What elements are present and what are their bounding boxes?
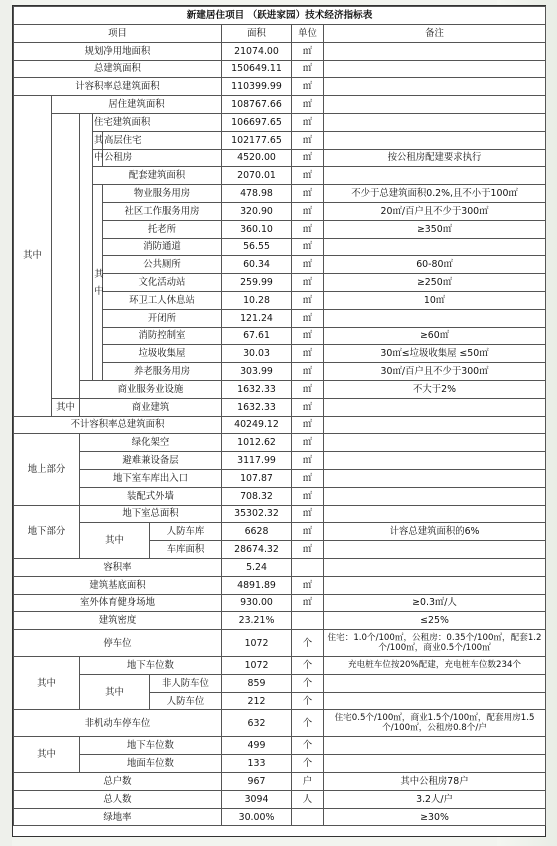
row-name: 避难兼设备层 (80, 452, 222, 470)
row-name: 商业服务业设施 (80, 380, 222, 398)
row-unit: ㎡ (292, 60, 324, 78)
row-value: 3094 (222, 790, 292, 808)
row-unit: ㎡ (292, 238, 324, 256)
row-name: 总建筑面积 (14, 60, 222, 78)
row-name: 居住建筑面积 (52, 96, 222, 114)
row-value: 21074.00 (222, 42, 292, 60)
row-unit: ㎡ (292, 327, 324, 345)
row-value: 1632.33 (222, 398, 292, 416)
row-note: 住宅0.5个/100㎡，商业1.5个/100㎡，配套用房1.5个/100㎡，公租房0.8个/户 (324, 710, 546, 737)
row-unit: ㎡ (292, 96, 324, 114)
background-edge (0, 0, 12, 846)
table-row (14, 469, 546, 487)
row-note (324, 96, 546, 114)
row-value: 303.99 (222, 363, 292, 381)
row-note (324, 692, 546, 710)
row-name: 托老所 (103, 220, 222, 238)
row-name: 室外体育健身场地 (14, 594, 222, 612)
group-label-qi: 其 (94, 268, 104, 280)
row-name: 商业建筑 (80, 398, 222, 416)
row-name: 计容积率总建筑面积 (14, 78, 222, 96)
table-row (14, 710, 546, 737)
table-row (14, 42, 546, 60)
row-note (324, 505, 546, 523)
row-unit: ㎡ (292, 131, 324, 149)
row-value: 67.61 (222, 327, 292, 345)
row-unit: ㎡ (292, 523, 324, 541)
row-unit (292, 612, 324, 630)
row-name: 装配式外墙 (80, 487, 222, 505)
row-name: 停车位 (14, 630, 222, 657)
row-value: 1072 (222, 657, 292, 675)
row-unit: ㎡ (292, 505, 324, 523)
row-note (324, 167, 546, 185)
row-value: 632 (222, 710, 292, 737)
row-name: 开闭所 (103, 309, 222, 327)
row-name: 建筑密度 (14, 612, 222, 630)
row-unit: ㎡ (292, 291, 324, 309)
row-value: 4891.89 (222, 576, 292, 594)
row-name: 环卫工人休息站 (103, 291, 222, 309)
group-label-qizhong: 其中 (14, 737, 80, 773)
row-note: ≥250㎡ (324, 274, 546, 292)
row-note: 计容总建筑面积的6% (324, 523, 546, 541)
group-label-qizhong: 其中 (52, 398, 80, 416)
row-unit: ㎡ (292, 594, 324, 612)
row-unit: 个 (292, 630, 324, 657)
row-name: 公共厕所 (103, 256, 222, 274)
group-label-qizhong: 其中 (14, 657, 80, 710)
row-value: 40249.12 (222, 416, 292, 434)
row-name: 住宅建筑面积 (93, 113, 222, 131)
indicator-table (13, 6, 546, 826)
row-name: 绿化架空 (80, 434, 222, 452)
row-name: 容积率 (14, 558, 222, 576)
row-value: 3117.99 (222, 452, 292, 470)
row-unit: ㎡ (292, 113, 324, 131)
row-name: 人防车位 (150, 692, 222, 710)
table-row (14, 790, 546, 808)
row-unit: ㎡ (292, 202, 324, 220)
row-note (324, 238, 546, 256)
row-note: 不少于总建筑面积0.2%,且不小于100㎡ (324, 185, 546, 203)
row-value: 6628 (222, 523, 292, 541)
row-note (324, 434, 546, 452)
group-label-dishang: 地上部分 (14, 434, 80, 505)
group-label-qizhong: 其中 (14, 96, 52, 416)
row-name: 地下车位数 (80, 737, 222, 755)
row-name: 绿地率 (14, 808, 222, 826)
row-value: 2070.01 (222, 167, 292, 185)
row-value: 60.34 (222, 256, 292, 274)
row-note (324, 541, 546, 559)
row-unit: ㎡ (292, 434, 324, 452)
group-label-blank (52, 113, 80, 398)
row-note (324, 42, 546, 60)
table-row (14, 630, 546, 657)
row-note (324, 131, 546, 149)
row-unit (292, 558, 324, 576)
row-value: 23.21% (222, 612, 292, 630)
row-unit (292, 808, 324, 826)
row-note (324, 113, 546, 131)
row-note (324, 674, 546, 692)
table-row (14, 167, 546, 185)
row-value: 106697.65 (222, 113, 292, 131)
row-value: 10.28 (222, 291, 292, 309)
header-row (14, 25, 546, 43)
row-note (324, 78, 546, 96)
row-note: ≥30% (324, 808, 546, 826)
group-label-dixia: 地下部分 (14, 505, 80, 558)
row-note: ≥0.3㎡/人 (324, 594, 546, 612)
row-value: 1012.62 (222, 434, 292, 452)
row-value: 110399.99 (222, 78, 292, 96)
row-value: 212 (222, 692, 292, 710)
row-value: 150649.11 (222, 60, 292, 78)
indicator-sheet (12, 5, 546, 837)
row-value: 4520.00 (222, 149, 292, 167)
row-name: 垃圾收集屋 (103, 345, 222, 363)
row-name: 非人防车位 (150, 674, 222, 692)
row-value: 1632.33 (222, 380, 292, 398)
row-value: 320.90 (222, 202, 292, 220)
table-row (14, 487, 546, 505)
row-name: 社区工作服务用房 (103, 202, 222, 220)
row-unit: ㎡ (292, 256, 324, 274)
row-name: 物业服务用房 (103, 185, 222, 203)
group-label-qizhong: 其中 (80, 523, 150, 559)
row-unit: ㎡ (292, 398, 324, 416)
table-row (14, 576, 546, 594)
row-name: 不计容积率总建筑面积 (14, 416, 222, 434)
header-note: 备注 (324, 25, 546, 43)
row-unit: ㎡ (292, 452, 324, 470)
row-note: 不大于2% (324, 380, 546, 398)
row-name: 规划净用地面积 (14, 42, 222, 60)
table-row (14, 398, 546, 416)
row-value: 121.24 (222, 309, 292, 327)
row-value: 859 (222, 674, 292, 692)
table-row (14, 416, 546, 434)
table-title: 新建居住项目 （跃进家园）技术经济指标表 (14, 7, 546, 25)
row-unit: 个 (292, 657, 324, 675)
row-unit: 个 (292, 710, 324, 737)
row-note: 30㎡/百户且不少于300㎡ (324, 363, 546, 381)
row-value: 108767.66 (222, 96, 292, 114)
row-unit: ㎡ (292, 78, 324, 96)
row-note: 60-80㎡ (324, 256, 546, 274)
row-unit: ㎡ (292, 274, 324, 292)
row-unit: ㎡ (292, 42, 324, 60)
group-label-zhong: 中 (93, 149, 103, 167)
row-value: 5.24 (222, 558, 292, 576)
group-label-zhong: 中 (94, 285, 104, 297)
row-name: 地面车位数 (80, 755, 222, 773)
header-area: 面积 (222, 25, 292, 43)
header-unit: 单位 (292, 25, 324, 43)
row-name: 总人数 (14, 790, 222, 808)
row-value: 930.00 (222, 594, 292, 612)
row-unit: ㎡ (292, 149, 324, 167)
table-row (14, 612, 546, 630)
row-name: 消防通道 (103, 238, 222, 256)
row-unit: 个 (292, 755, 324, 773)
row-note (324, 309, 546, 327)
row-unit: ㎡ (292, 309, 324, 327)
table-row (14, 594, 546, 612)
row-name: 人防车库 (150, 523, 222, 541)
row-unit: ㎡ (292, 345, 324, 363)
row-name: 消防控制室 (103, 327, 222, 345)
row-unit: ㎡ (292, 185, 324, 203)
row-note: 3.2人/户 (324, 790, 546, 808)
table-row (14, 773, 546, 791)
row-note: 按公租房配建要求执行 (324, 149, 546, 167)
row-value: 259.99 (222, 274, 292, 292)
row-name: 总户数 (14, 773, 222, 791)
row-note: 20㎡/百户且不少于300㎡ (324, 202, 546, 220)
row-value: 30.00% (222, 808, 292, 826)
row-value: 499 (222, 737, 292, 755)
row-value: 967 (222, 773, 292, 791)
row-note (324, 398, 546, 416)
row-note (324, 558, 546, 576)
group-label-blank (80, 113, 93, 380)
row-unit: ㎡ (292, 363, 324, 381)
row-value: 1072 (222, 630, 292, 657)
row-note (324, 452, 546, 470)
row-name: 非机动车停车位 (14, 710, 222, 737)
row-name: 建筑基底面积 (14, 576, 222, 594)
row-note (324, 60, 546, 78)
row-name: 车库面积 (150, 541, 222, 559)
row-value: 102177.65 (222, 131, 292, 149)
row-value: 478.98 (222, 185, 292, 203)
table-row (14, 185, 546, 203)
table-row (14, 505, 546, 523)
row-note: 住宅：1.0个/100㎡，公租房：0.35个/100㎡，配套1.2个/100㎡，商业0.5个/100㎡ (324, 630, 546, 657)
row-unit: ㎡ (292, 487, 324, 505)
table-row (14, 523, 546, 541)
row-note (324, 737, 546, 755)
row-unit: 人 (292, 790, 324, 808)
row-note (324, 487, 546, 505)
table-row (14, 380, 546, 398)
row-name: 地下室总面积 (80, 505, 222, 523)
table-row (14, 149, 546, 167)
row-note: 30㎡≤垃圾收集屋 ≤50㎡ (324, 345, 546, 363)
row-value: 107.87 (222, 469, 292, 487)
table-row (14, 113, 546, 131)
row-value: 360.10 (222, 220, 292, 238)
row-name: 地下车位数 (80, 657, 222, 675)
row-value: 708.32 (222, 487, 292, 505)
table-row (14, 78, 546, 96)
table-row (14, 674, 546, 692)
row-unit: ㎡ (292, 576, 324, 594)
row-value: 35302.32 (222, 505, 292, 523)
row-note: 充电桩车位按20%配建，充电桩车位数234个 (324, 657, 546, 675)
row-value: 30.03 (222, 345, 292, 363)
row-unit: 个 (292, 692, 324, 710)
group-label-qizhong: 其中 (80, 674, 150, 710)
row-note (324, 416, 546, 434)
row-unit: 个 (292, 737, 324, 755)
table-row (14, 452, 546, 470)
table-row (14, 755, 546, 773)
table-row (14, 434, 546, 452)
group-label-qizhong-sub (93, 185, 103, 381)
table-row (14, 737, 546, 755)
row-unit: 户 (292, 773, 324, 791)
row-value: 133 (222, 755, 292, 773)
row-note (324, 576, 546, 594)
row-name: 养老服务用房 (103, 363, 222, 381)
row-unit: ㎡ (292, 469, 324, 487)
row-name: 公租房 (103, 149, 222, 167)
header-item: 项目 (14, 25, 222, 43)
table-row (14, 657, 546, 675)
row-unit: ㎡ (292, 380, 324, 398)
row-unit: ㎡ (292, 220, 324, 238)
row-note: 其中公租房78户 (324, 773, 546, 791)
row-value: 56.55 (222, 238, 292, 256)
row-name: 地下室车库出入口 (80, 469, 222, 487)
group-label-qi: 其 (93, 131, 103, 149)
row-note (324, 469, 546, 487)
row-unit: ㎡ (292, 167, 324, 185)
table-row (14, 808, 546, 826)
row-name: 文化活动站 (103, 274, 222, 292)
table-row (14, 96, 546, 114)
row-unit: ㎡ (292, 541, 324, 559)
row-name: 高层住宅 (103, 131, 222, 149)
row-note (324, 755, 546, 773)
row-note: 10㎡ (324, 291, 546, 309)
table-row (14, 558, 546, 576)
row-note: ≥60㎡ (324, 327, 546, 345)
row-unit: 个 (292, 674, 324, 692)
table-row (14, 131, 546, 149)
row-value: 28674.32 (222, 541, 292, 559)
row-note: ≥350㎡ (324, 220, 546, 238)
row-name: 配套建筑面积 (93, 167, 222, 185)
table-row (14, 60, 546, 78)
row-unit: ㎡ (292, 416, 324, 434)
row-note: ≤25% (324, 612, 546, 630)
